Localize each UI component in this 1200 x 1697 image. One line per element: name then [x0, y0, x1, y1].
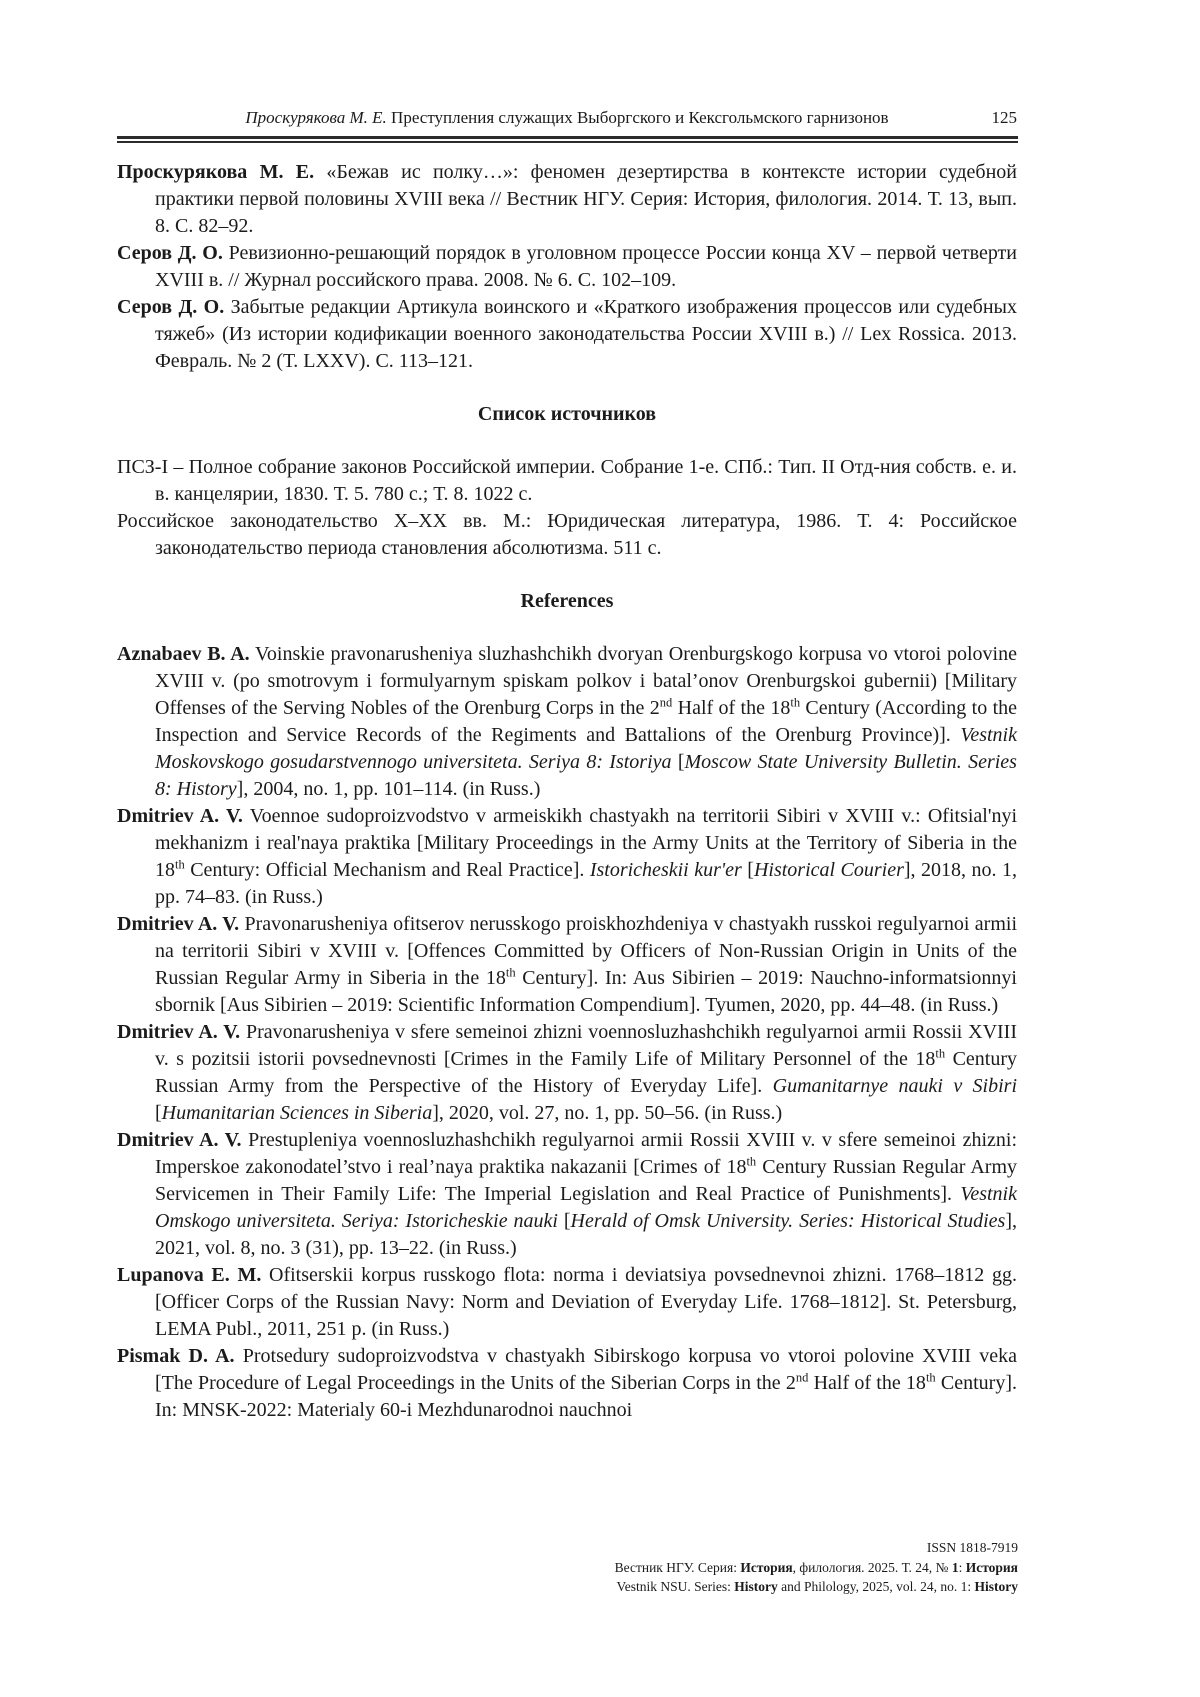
text-run: ], 2020, vol. 27, no. 1, pp. 50–56. (in Russ.): [432, 1102, 783, 1124]
text-run: Voinskie pravonarusheniya sluzhashchikh dvoryan Orenburgskogo korpusa vo vtoroi polovine XVIII v. (po smotrovym i formulyarnym spiskam polkov i batal’onov Orenburgskoi gubernii) [Military Offenses of the Serving Nobles of the Orenburg Corps in the 2: [155, 643, 1017, 719]
text-run: Century Russian Regular Army Servicemen in Their Family Life: The Imperial Legislation and Real Practice of Punishments].: [155, 1156, 1017, 1205]
running-header-title: Преступления служащих Выборгского и Кексгольмского гарнизонов: [386, 108, 889, 127]
running-header: [117, 106, 1017, 130]
reference-entry: [117, 1019, 1017, 1127]
text-run: Dmitriev A. V.: [117, 1129, 242, 1151]
text-run: History: [734, 1579, 778, 1594]
text-run: [: [557, 1210, 571, 1232]
text-run: Ofitserskii korpus russkogo flota: norma i deviatsiya povsednevnoi zhizni. 1768–1812 gg. [Officer Corps of the Russian Navy: Norm and Deviation of Everyday Life. 1768–1812]. St. Petersburg, LEMA Publ., 2011, 251 p. (in Russ.): [155, 1264, 1017, 1340]
text-run: Istoricheskii kur'er: [589, 859, 742, 881]
text-run: th: [746, 1154, 757, 1169]
section-heading: References: [520, 590, 614, 612]
text-run: Забытые редакции Артикула воинского и «Краткого изображения процессов или судебных тяжеб» (Из истории кодификации военного законодательства России XVIII в.) // Lex Rossica. 2013. Февраль. № 2 (Т. LXXV). С. 113–121.: [155, 296, 1017, 372]
text-run: ], 2018, no. 1, pp. 74–83. (in Russ.): [155, 859, 1018, 908]
text-run: Серов Д. О.: [117, 242, 223, 264]
reference-entry: [117, 1127, 1017, 1262]
text-run: Lupanova E. M.: [117, 1264, 262, 1286]
text-run: Dmitriev A. V.: [117, 805, 243, 827]
text-run: История: [740, 1559, 793, 1575]
reference-entry: [117, 1262, 1017, 1343]
text-run: History: [974, 1579, 1018, 1594]
text-run: Gumanitarnye nauki v Sibiri: [772, 1075, 1017, 1097]
text-run: Vestnik NSU. Series:: [616, 1579, 735, 1594]
text-run: [: [155, 1102, 162, 1124]
text-run: and Philology, 2025, vol. 24, no. 1:: [777, 1579, 975, 1594]
text-run: Historical Courier: [753, 859, 904, 881]
footer-line: [615, 1538, 1018, 1558]
text-run: :: [958, 1559, 966, 1575]
text-run: ], 2021, vol. 8, no. 3 (31), pp. 13–22. (in Russ.): [155, 1210, 1017, 1259]
text-run: ПСЗ-I – Полное собрание законов Российской империи. Собрание 1-е. СПб.: Тип. II Отд-ния собств. е. и. в. канцелярии, 1830. Т. 5. 780 с.; Т. 8. 1022 с.: [117, 456, 1017, 505]
page-footer: [615, 1538, 1018, 1597]
reference-entry: [117, 1343, 1017, 1424]
reference-entry: [117, 911, 1017, 1019]
reference-entry: [117, 159, 1017, 240]
text-run: Protsedury sudoproizvodstva v chastyakh Sibirskogo korpusa vo vtoroi polovine XVIII veka [The Procedure of Legal Proceedings in the Units of the Siberian Corps in the 2: [155, 1345, 1018, 1394]
text-run: Century: Official Mechanism and Real Practice].: [184, 859, 590, 881]
text-run: th: [925, 1370, 936, 1385]
text-run: [: [741, 859, 754, 881]
text-run: nd: [659, 695, 673, 710]
footer-line: [615, 1577, 1018, 1597]
text-run: Dmitriev A. V.: [117, 913, 240, 935]
section-heading: Список источников: [477, 403, 657, 425]
text-run: Российское законодательство X–XX вв. М.: Юридическая литература, 1986. Т. 4: Российское законодательство периода становления абсолютизма. 511 с.: [117, 510, 1017, 559]
reference-entry: [117, 508, 1017, 562]
text-run: Ревизионно-решающий порядок в уголовном процессе России конца XV – первой четверти XVIII в. // Журнал российского права. 2008. № 6. С. 102–109.: [155, 242, 1017, 291]
text-run: Вестник НГУ. Серия:: [614, 1559, 741, 1575]
text-run: Moscow State University Bulletin. Series 8: History: [155, 751, 1017, 800]
reference-entry: [117, 454, 1017, 508]
text-run: Pismak D. A.: [117, 1345, 235, 1367]
header-rule: [117, 136, 1018, 143]
text-run: «Бежав ис полку…»: феномен дезертирства в контексте истории судебной практики первой половины XVIII века // Вестник НГУ. Серия: История, филология. 2014. Т. 13, вып. 8. С. 82–92.: [155, 161, 1017, 237]
text-run: Pravonarusheniya v sfere semeinoi zhizni voennosluzhashchikh regulyarnoi armii Rossii XVIII v. s pozitsii istorii povsednevnosti [Crimes in the Family Life of Military Personnel of the 18: [155, 1021, 1017, 1070]
text-run: Серов Д. О.: [117, 296, 225, 318]
text-run: [: [671, 751, 685, 773]
reference-entry: [117, 803, 1017, 911]
text-run: Prestupleniya voennosluzhashchikh regulyarnoi armii Rossii XVIII v. v sfere semeinoi zhizni: Imperskoe zakonodatel’stvo i real’naya praktika nakazanii [Crimes of 18: [155, 1129, 1017, 1178]
text-run: ], 2004, no. 1, pp. 101–114. (in Russ.): [236, 778, 541, 800]
text-run: Dmitriev A. V.: [117, 1021, 241, 1043]
text-run: История: [965, 1559, 1018, 1575]
text-run: Voennoe sudoproizvodstvo v armeiskikh chastyakh na territorii Sibiri v XVIII v.: Ofitsial'nyi mekhanizm i real'naya praktika [Military Proceedings in the Army Units at the Territory of Siberia in the 18: [155, 805, 1017, 881]
reference-entry: [117, 294, 1017, 375]
bibliography: [117, 159, 1017, 1424]
text-run: Half of the 18: [808, 1372, 926, 1394]
text-run: Pravonarusheniya ofitserov nerusskogo proiskhozhdeniya v chastyakh russkoi regulyarnoi armii na territorii Sibiri v XVIII v. [Offences Committed by Officers of Non-Russian Origin in Units of the Russian Regular Army in Siberia in the 18: [155, 913, 1017, 989]
page-number: 125: [991, 108, 1017, 127]
footer-line: [615, 1558, 1018, 1578]
text-run: Century]. In: Aus Sibirien – 2019: Nauchno-informatsionnyi sbornik [Aus Sibirien – 2019: Scientific Information Compendium]. Tyumen, 2020, pp. 44–48. (in Russ.): [155, 967, 1017, 1016]
text-run: th: [175, 857, 185, 872]
text-run: th: [505, 965, 516, 980]
text-run: nd: [795, 1370, 809, 1385]
text-run: Century (According to the Inspection and Service Records of the Regiments and Battalions of the Orenburg Province)].: [155, 697, 1018, 746]
text-run: Vestnik Moskovskogo gosudarstvennogo universiteta. Seriya 8: Istoriya: [155, 724, 1017, 773]
text-run: Century Russian Army from the Perspective of the History of Everyday Life].: [155, 1048, 1017, 1097]
text-run: Humanitarian Sciences in Siberia: [161, 1102, 433, 1124]
reference-entry: [117, 240, 1017, 294]
text-run: th: [935, 1046, 946, 1061]
text-run: 1: [951, 1559, 959, 1575]
text-run: , филология. 2025. Т. 24, №: [792, 1559, 952, 1575]
text-run: ISSN 1818-7919: [926, 1540, 1018, 1555]
text-run: Half of the 18: [672, 697, 791, 719]
text-run: Aznabaev B. A.: [117, 643, 250, 665]
running-header-author: Проскурякова М. Е.: [245, 108, 387, 127]
text-run: th: [790, 695, 801, 710]
text-run: Проскурякова М. Е.: [117, 161, 315, 183]
text-run: Century]. In: MNSK-2022: Materialy 60-i Mezhdunarodnoi nauchnoi: [155, 1372, 1017, 1421]
text-run: Herald of Omsk University. Series: Historical Studies: [570, 1210, 1006, 1232]
text-run: Vestnik Omskogo universiteta. Seriya: Istoricheskie nauki: [155, 1183, 1017, 1232]
reference-entry: [117, 641, 1017, 803]
